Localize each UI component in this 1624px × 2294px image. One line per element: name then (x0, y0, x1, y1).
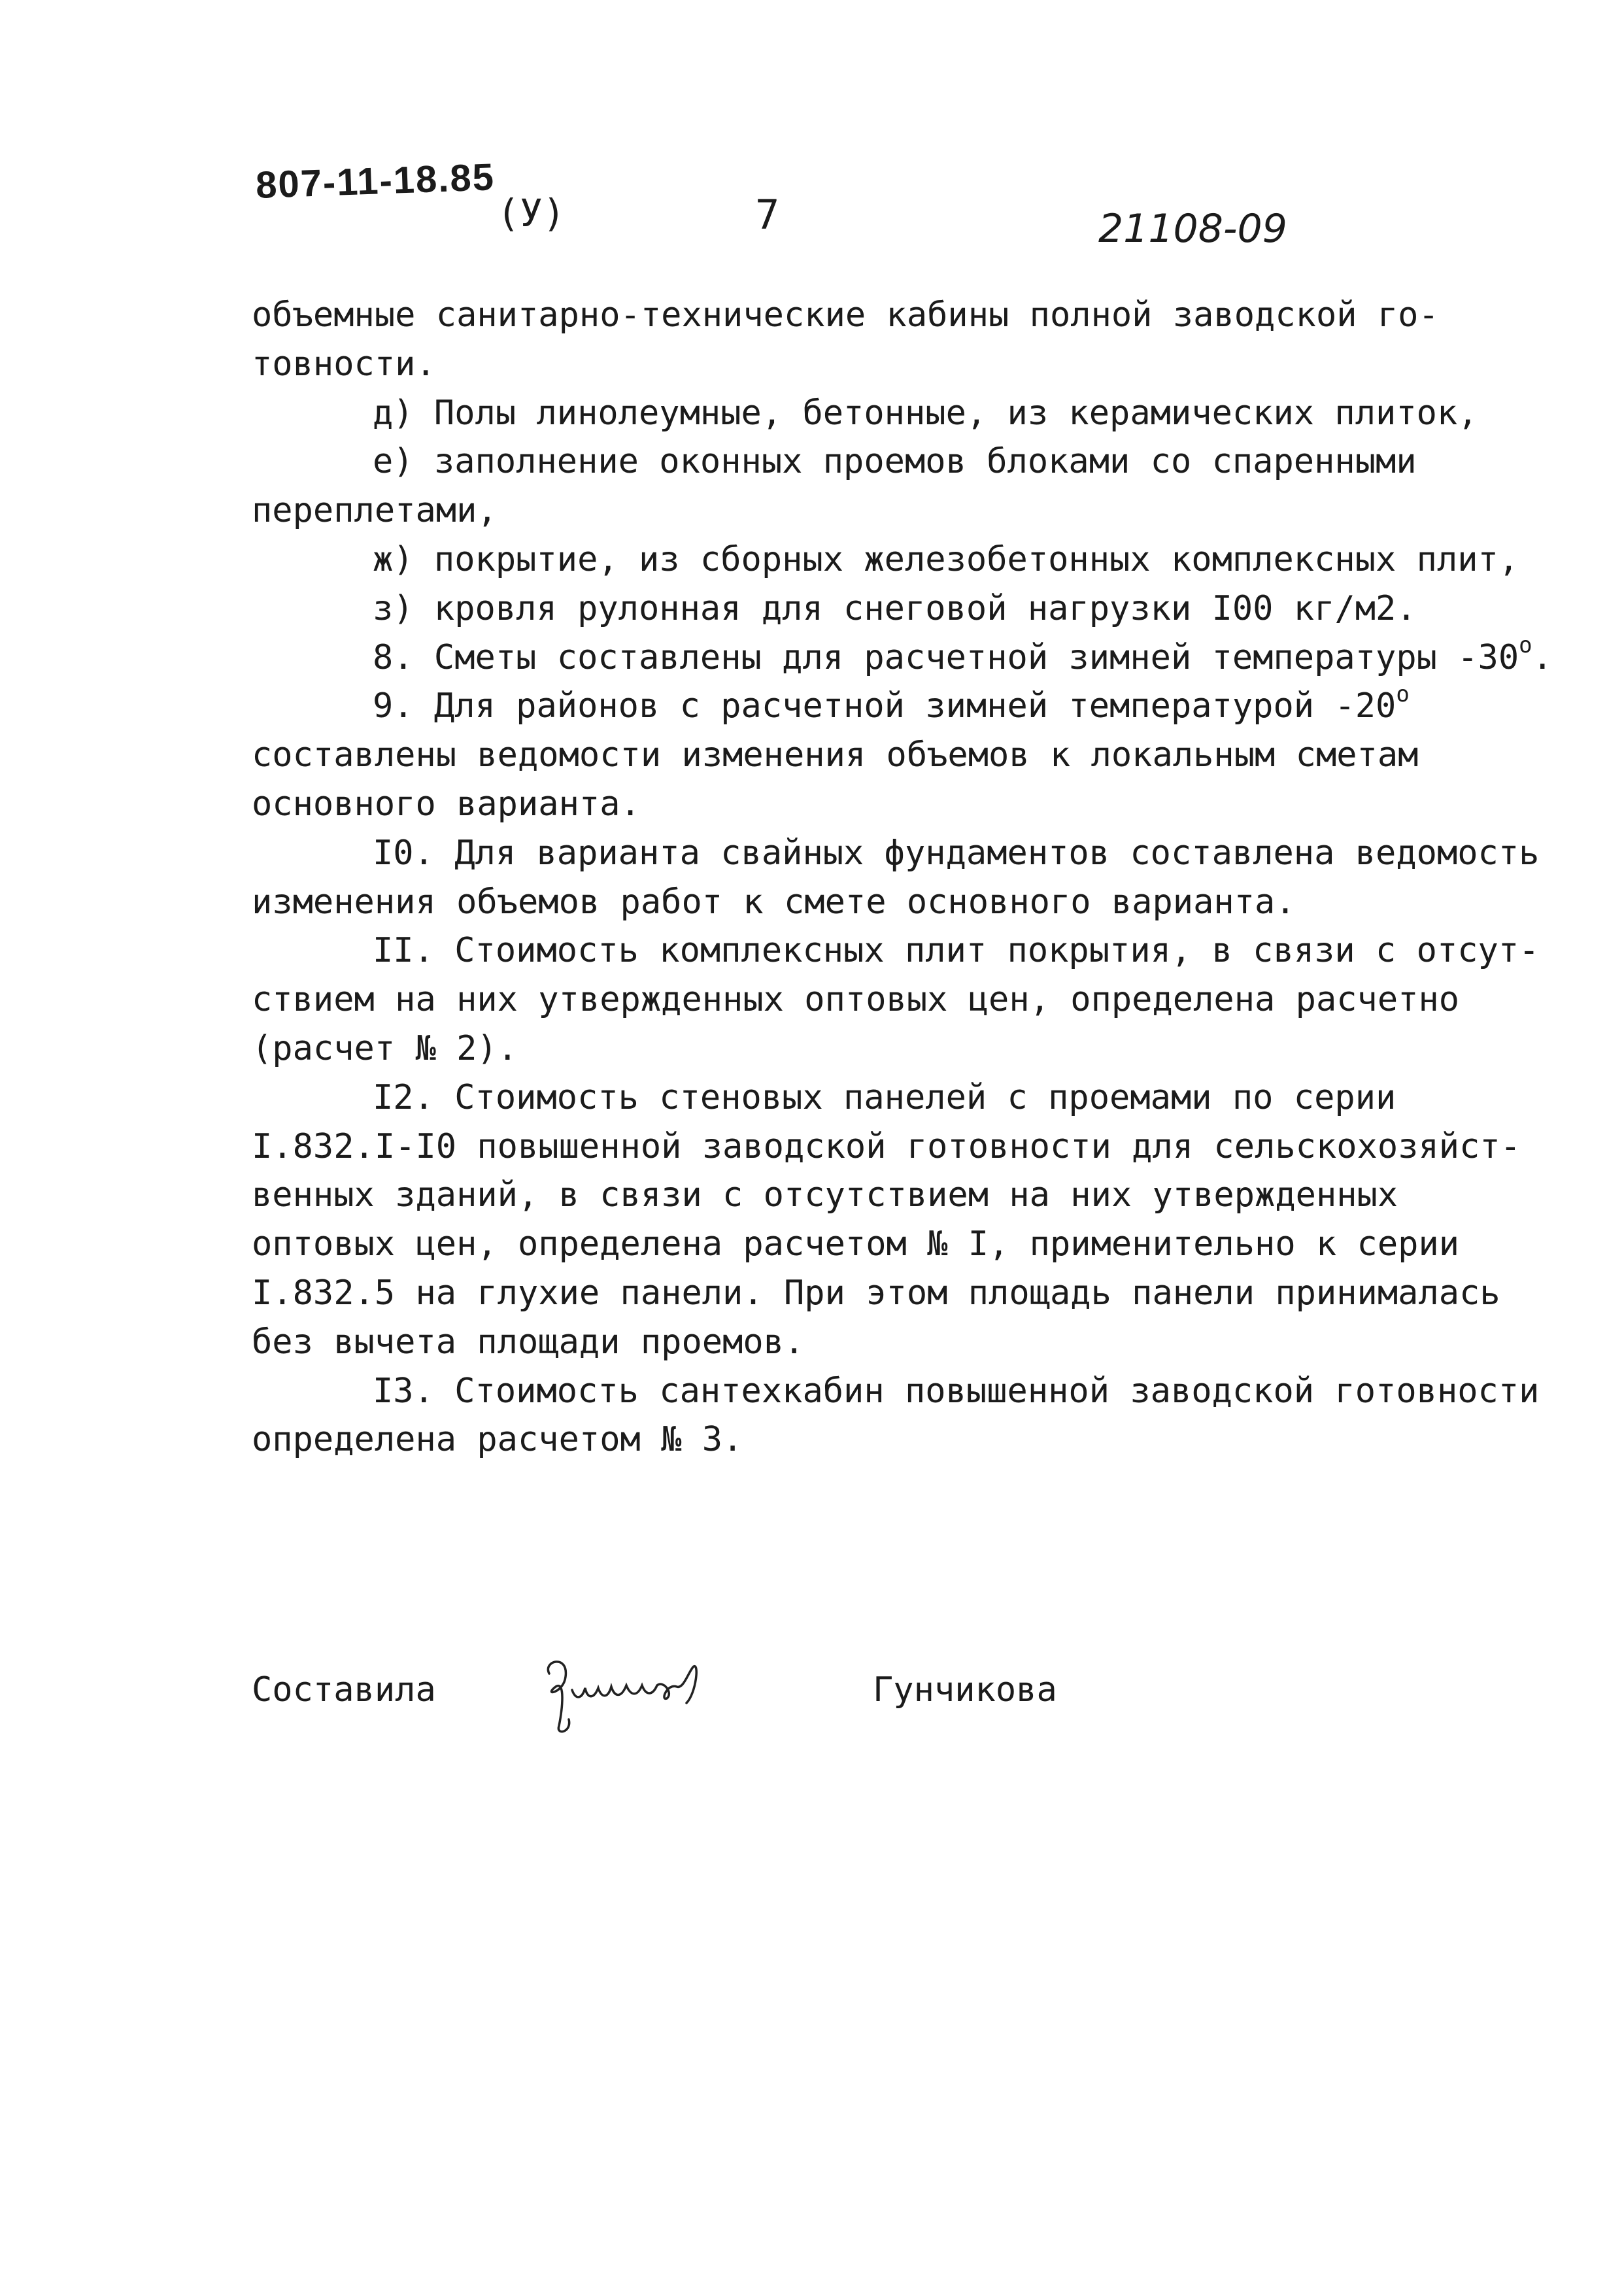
body-line-text: 8. Сметы составлены для расчетной зимней температуры -30 (373, 637, 1519, 677)
signature-label: Составила (252, 1670, 436, 1710)
body-line: основного варианта. (252, 784, 641, 824)
project-number: 21108-09 (1098, 206, 1287, 252)
body-line: I2. Стоимость стеновых панелей с проемами по серии (373, 1077, 1396, 1117)
body-line: составлены ведомости изменения объемов к локальным сметам (252, 735, 1419, 775)
body-line-item-8 (252, 633, 1566, 683)
body-line: без вычета площади проемов. (252, 1322, 805, 1362)
body-line: ж) покрытие, из сборных железобетонных комплексных плит, (373, 539, 1519, 579)
line-end-period: . (1532, 637, 1553, 677)
body-line: изменения объемов работ к смете основного варианта. (252, 882, 1296, 922)
body-line: товности. (252, 344, 436, 384)
body-line: оптовых цен, определена расчетом № I, применительно к серии (252, 1224, 1460, 1264)
body-line: I.832.5 на глухие панели. При этом площадь панели принималась (252, 1273, 1500, 1313)
body-line: I0. Для варианта свайных фундаментов составлена ведомость (373, 833, 1540, 873)
handwritten-signature (536, 1647, 745, 1739)
document-code: 807-11-18.85 (255, 156, 496, 207)
body-line: е) заполнение оконных проемов блоками со спаренными (373, 442, 1417, 482)
body-line: д) Полы линолеумные, бетонные, из керамических плиток, (373, 393, 1478, 433)
body-line: ствием на них утвержденных оптовых цен, определена расчетно (252, 980, 1460, 1020)
body-line: венных зданий, в связи с отсутствием на них утвержденных (252, 1175, 1398, 1215)
degree-mark: о (1519, 632, 1532, 659)
body-line: (расчет № 2). (252, 1028, 518, 1068)
document-body (252, 291, 1566, 1464)
document-mark: (У) (497, 191, 566, 235)
body-line: объемные санитарно-технические кабины полной заводской го- (252, 295, 1439, 335)
body-line: переплетами, (252, 491, 498, 531)
signer-name: Гунчикова (873, 1670, 1057, 1710)
body-line: I3. Стоимость сантехкабин повышенной заводской готовности (373, 1371, 1540, 1411)
body-line: I.832.I-I0 повышенной заводской готовности для сельскохозяйст- (252, 1126, 1521, 1166)
body-line: определена расчетом № 3. (252, 1420, 743, 1460)
page-number: 7 (755, 191, 780, 239)
body-line-text: 9. Для районов с расчетной зимней температурой -20 (373, 686, 1396, 726)
degree-mark: о (1396, 681, 1410, 708)
body-line: з) кровля рулонная для снеговой нагрузки I00 кг/м2. (373, 588, 1417, 628)
body-line-item-9 (252, 682, 1566, 731)
body-line: II. Стоимость комплексных плит покрытия, в связи с отсут- (373, 931, 1540, 971)
